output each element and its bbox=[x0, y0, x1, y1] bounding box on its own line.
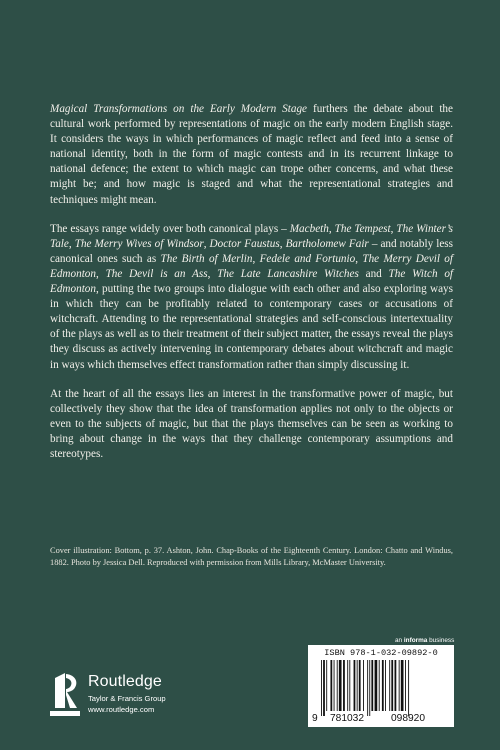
cover-illustration-credit: Cover illustration: Bottom, p. 37. Ashton, John. Chap-Books of the Eighteenth Century. London: Chatto and Windus, 1882. Photo by Jessica Dell. Reproduced with permission from Mills Library, McMaster University. bbox=[50, 546, 453, 567]
publisher-group: Taylor & Francis Group bbox=[88, 694, 166, 703]
barcode-bar bbox=[363, 660, 364, 711]
barcode-bar bbox=[326, 660, 327, 711]
book-title: Magical Transformations on the Early Modern Stage bbox=[50, 103, 308, 115]
publisher-name: Routledge bbox=[88, 673, 162, 690]
barcode-bar bbox=[349, 660, 350, 711]
barcode-bar bbox=[334, 660, 335, 711]
barcode-bar bbox=[382, 660, 384, 711]
barcode-bar bbox=[405, 660, 406, 711]
barcode-bar bbox=[323, 660, 325, 716]
publisher-url: www.routledge.com bbox=[88, 705, 155, 714]
barcode-bar bbox=[395, 660, 397, 711]
blurb-paragraph-2: The essays range widely over both canonical plays – Macbeth, The Tempest, The Winter’s Tale, The Merry Wives of Windsor, Doctor Faustus, Bartholomew Fair – and notably less canonical ones such as The Birth of Merlin, Fedele and Fortunio, The Merry Devil of Edmonton, The Devil is an Ass, The Late Lancashire Witches and The Witch of Edmonton, putting the two groups into dialogue with each other and also exploring ways in which they can be profitably related to contemporary cases or accusations of witchcraft. Attending to the representational strategies and self-conscious intertextuality of the plays as well as to their treatment of their subject matter, the essays reveal the plays they discuss as actively intervening in contemporary debates about witchcraft and magic in ways which themselves effect transformation rather than simply discussing it. bbox=[50, 222, 454, 371]
barcode-bar bbox=[321, 660, 322, 716]
routledge-r-logo-icon bbox=[50, 672, 80, 716]
barcode-bar bbox=[399, 660, 400, 711]
barcode-bar bbox=[330, 660, 332, 711]
barcode-bar bbox=[337, 660, 338, 711]
informa-tagline: an informa business bbox=[395, 637, 455, 644]
isbn-barcode bbox=[308, 645, 454, 727]
blurb bbox=[50, 102, 453, 476]
barcode-bar bbox=[369, 660, 370, 716]
isbn-label: ISBN 978-1-032-09892-0 bbox=[324, 648, 438, 658]
barcode-bar bbox=[401, 660, 404, 711]
barcode-bar bbox=[389, 660, 390, 711]
barcode-bar bbox=[347, 660, 348, 711]
barcode-bar bbox=[357, 660, 358, 711]
barcode-bar bbox=[354, 660, 356, 711]
blurb-paragraph-3: At the heart of all the essays lies an interest in the transformative power of magic, but collectively they show that the idea of transformation applies not only to the objects or even to the subjects of magic, but that the plays themselves can be seen as working to bring about change in the ways that they challenge contemporary assumptions and stereotypes. bbox=[50, 387, 453, 460]
barcode-bar bbox=[371, 660, 373, 711]
barcode-bar bbox=[359, 660, 361, 711]
barcode-bar bbox=[391, 660, 393, 711]
barcode-bar bbox=[375, 660, 378, 711]
publisher-logo bbox=[50, 672, 240, 718]
barcode-lead-digit: 9 bbox=[312, 713, 318, 724]
blurb-paragraph-1: Magical Transformations on the Early Modern Stage furthers the debate about the cultural work performed by representations of magic on the early modern English stage. It considers the ways in which performances of magic reflect and feed into a sense of national identity, both in the form of magic contests and in its recurrent linkage to national defence; the extent to which magic can trope other concerns, and what these might be; and how magic is staged and what the representational strategies and techniques might mean. bbox=[50, 103, 453, 206]
barcode-left-group: 781032 bbox=[330, 713, 364, 724]
barcode-bar bbox=[385, 660, 386, 711]
barcode-right-group: 098920 bbox=[391, 713, 425, 724]
barcode-bar bbox=[339, 660, 342, 711]
barcode-bars bbox=[317, 660, 445, 716]
barcode-bar bbox=[367, 660, 368, 716]
barcode-bar bbox=[343, 660, 345, 711]
barcode-bar bbox=[379, 660, 380, 711]
barcode-bar bbox=[408, 660, 409, 716]
